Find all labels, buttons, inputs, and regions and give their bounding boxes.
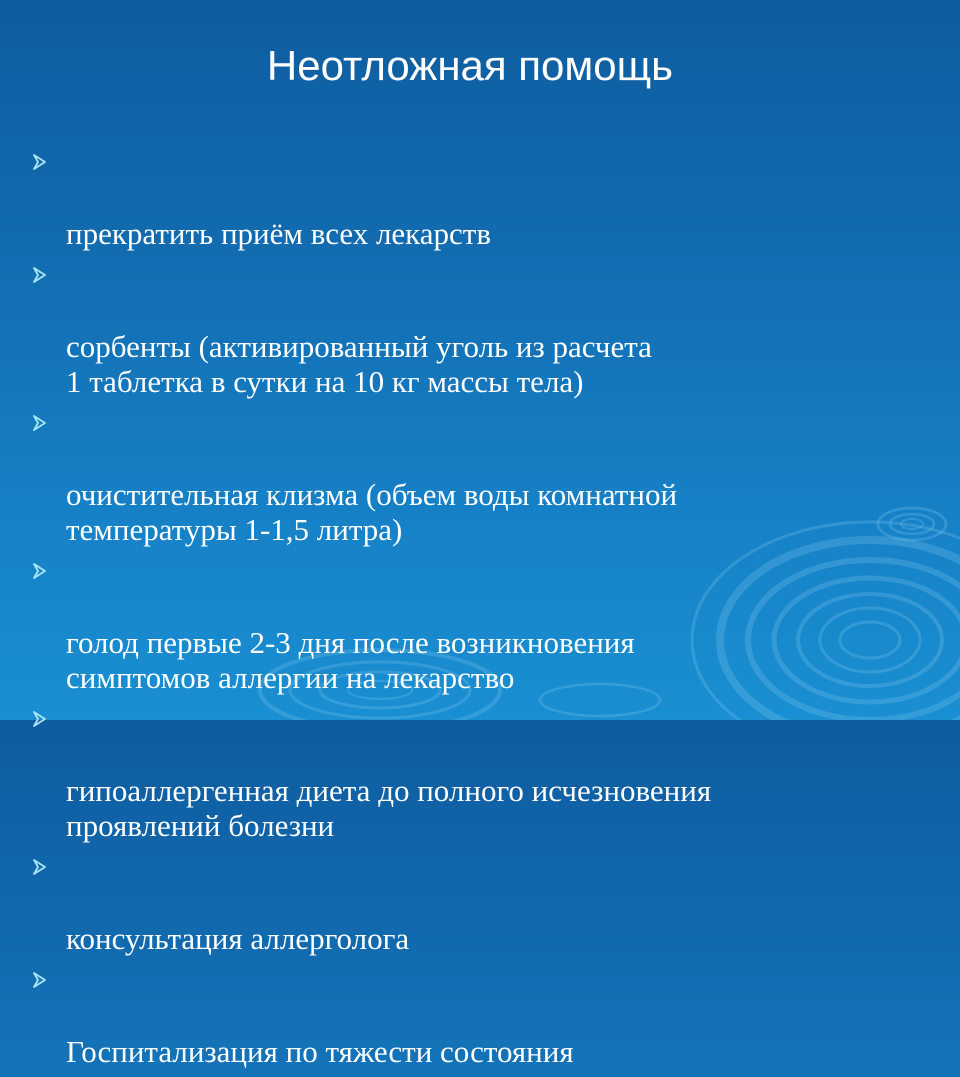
chevron-arrow-icon — [30, 265, 50, 285]
bullet-item — [30, 964, 890, 1069]
chevron-arrow-icon — [30, 709, 50, 729]
bullet-item — [30, 259, 890, 399]
bullet-text: гипоаллергенная диета до полного исчезновения проявлений болезни — [66, 773, 712, 843]
bullet-item — [30, 851, 890, 956]
bullet-item — [30, 555, 890, 695]
bullet-list — [30, 146, 890, 1077]
bullet-text: консультация аллерголога — [66, 921, 410, 956]
bullet-text: прекратить приём всех лекарств — [66, 216, 491, 251]
chevron-arrow-icon — [30, 152, 50, 172]
slide-title: Неотложная помощь — [266, 42, 674, 89]
bullet-item — [30, 146, 890, 251]
chevron-arrow-icon — [30, 857, 50, 877]
bullet-item — [30, 703, 890, 843]
bullet-text: Госпитализация по тяжести состояния — [66, 1034, 574, 1069]
bullet-text: голод первые 2-3 дня после возникновения симптомов аллергии на лекарство — [66, 625, 635, 695]
bullet-text: очистительная клизма (объем воды комнатной температуры 1-1,5 литра) — [66, 477, 678, 547]
chevron-arrow-icon — [30, 970, 50, 990]
bullet-item — [30, 407, 890, 547]
chevron-arrow-icon — [30, 413, 50, 433]
chevron-arrow-icon — [30, 561, 50, 581]
bullet-text: сорбенты (активированный уголь из расчета 1 таблетка в сутки на 10 кг массы тела) — [66, 329, 652, 399]
